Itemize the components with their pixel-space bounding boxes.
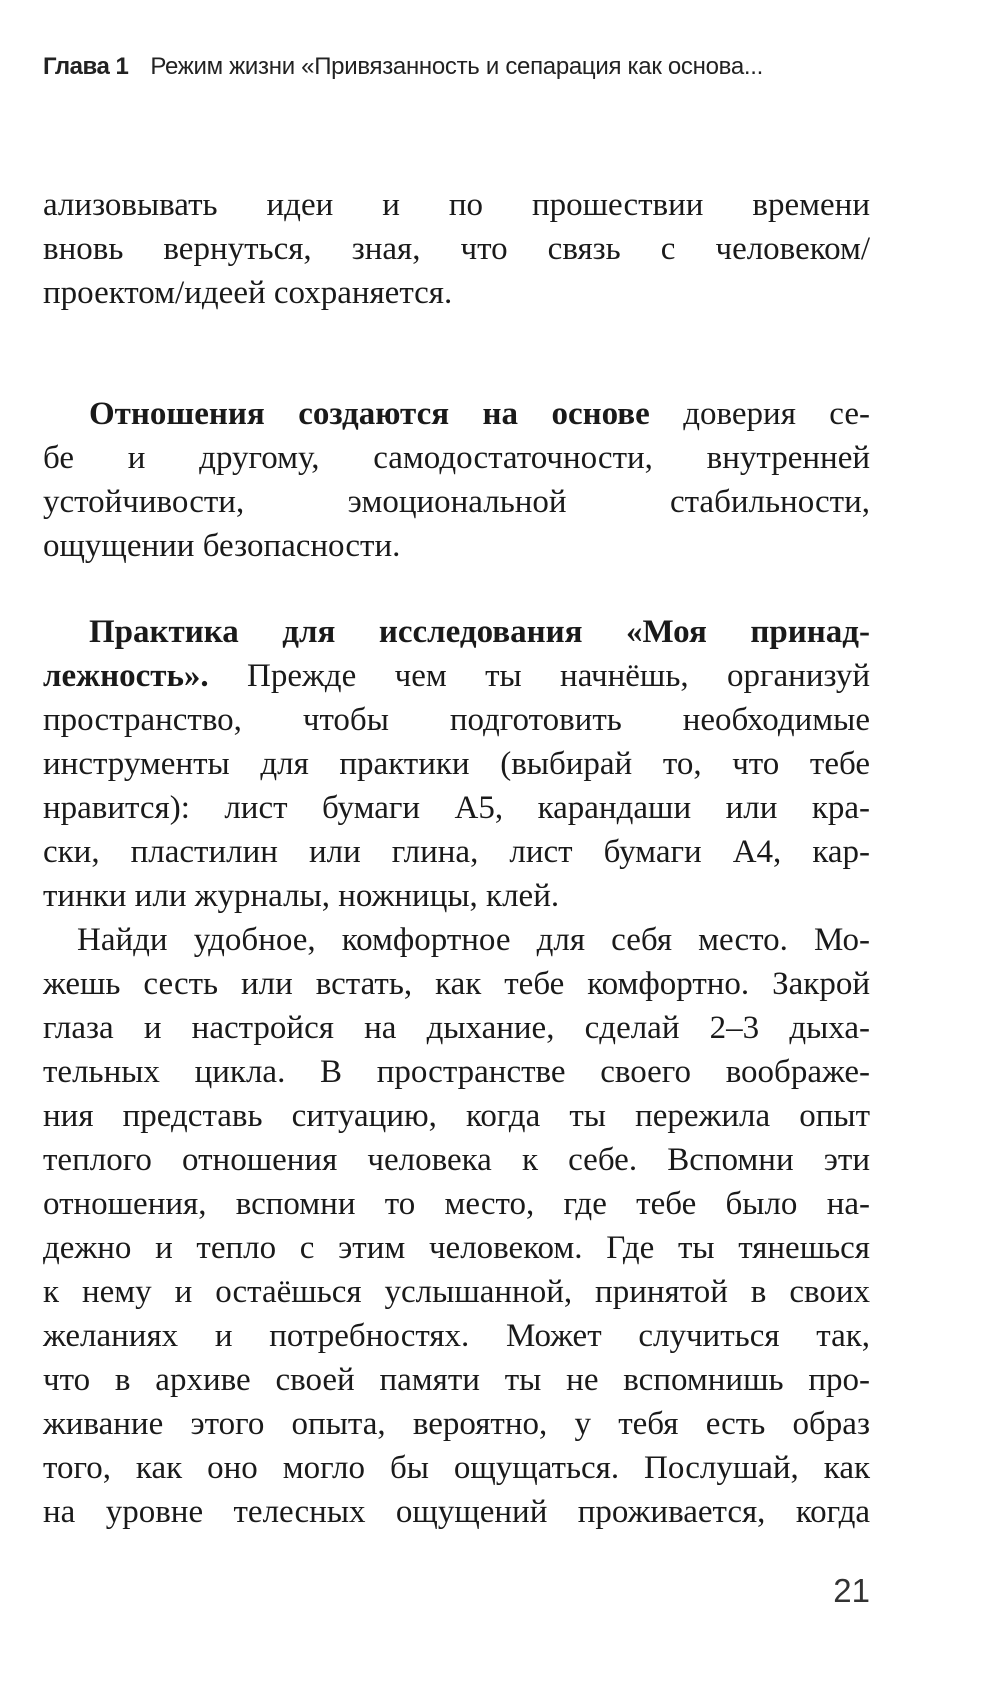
text-line: Найди удобное, комфортное для себя место. Мо- — [77, 922, 870, 958]
text-line — [43, 392, 870, 436]
page-number: 21 — [833, 1572, 870, 1609]
text-line: желаниях и потребностях. Может случиться так, — [43, 1318, 870, 1354]
chapter-label: Глава 1 — [43, 53, 129, 80]
text-line: того, как оно могло бы ощущаться. Послушай, как — [43, 1450, 870, 1486]
text-line: что в архиве своей памяти ты не вспомнишь про- — [43, 1362, 870, 1398]
text-line: на уровне телесных ощущений проживается, когда — [43, 1494, 870, 1530]
text-run: Прежде чем ты начнёшь, организуй — [208, 658, 870, 694]
text-line: глаза и настройся на дыхание, сделай 2–3 дыха- — [43, 1010, 870, 1046]
bold-lead: лежность». — [43, 658, 209, 694]
text-line: жешь сесть или встать, как тебе комфортно. Закрой — [43, 966, 870, 1002]
text-line: дежно и тепло с этим человеком. Где ты тянешься — [43, 1230, 870, 1266]
text-line: пространство, чтобы подготовить необходимые — [43, 702, 870, 738]
text-line: нравится): лист бумаги А5, карандаши или кра- — [43, 790, 870, 826]
text-line: проектом/идеей сохраняется. — [43, 275, 453, 311]
text-line: к нему и остаёшься услышанной, принятой в своих — [43, 1274, 870, 1310]
text-line: ски, пластилин или глина, лист бумаги А4, кар- — [43, 834, 870, 870]
text-line: вновь вернуться, зная, что связь с человеком/ — [43, 231, 870, 267]
paragraph-relationships — [43, 392, 870, 568]
text-line: устойчивости, эмоциональной стабильности, — [43, 484, 870, 520]
text-line: тинки или журналы, ножницы, клей. — [43, 878, 560, 914]
text-line: тельных цикла. В пространстве своего воображе- — [43, 1054, 870, 1090]
text-line: живание этого опыта, вероятно, у тебя есть образ — [43, 1406, 870, 1442]
text-line — [43, 610, 870, 654]
text-line: отношения, вспомни то место, где тебе было на- — [43, 1186, 870, 1222]
text-line: бе и другому, самодостаточности, внутренней — [43, 440, 870, 476]
text-line: ощущении безопасности. — [43, 528, 401, 564]
text-line: ния представь ситуацию, когда ты пережила опыт — [43, 1098, 870, 1134]
text-run: доверия се- — [649, 396, 870, 432]
bold-lead: Практика для исследования «Моя принад- — [89, 614, 870, 650]
text-line: инструменты для практики (выбирай то, что тебе — [43, 746, 870, 782]
text-line: теплого отношения человека к себе. Вспомни эти — [43, 1142, 870, 1178]
paragraph-practice — [43, 610, 870, 918]
running-header — [43, 50, 873, 84]
text-line: ализовывать идеи и по прошествии времени — [43, 187, 870, 223]
bold-lead: Отношения создаются на основе — [89, 396, 650, 432]
paragraph-instructions — [43, 918, 870, 1534]
text-line — [43, 654, 870, 698]
paragraph-continuation — [43, 183, 870, 315]
chapter-title: Режим жизни «Привязанность и сепарация как основа... — [150, 53, 763, 80]
